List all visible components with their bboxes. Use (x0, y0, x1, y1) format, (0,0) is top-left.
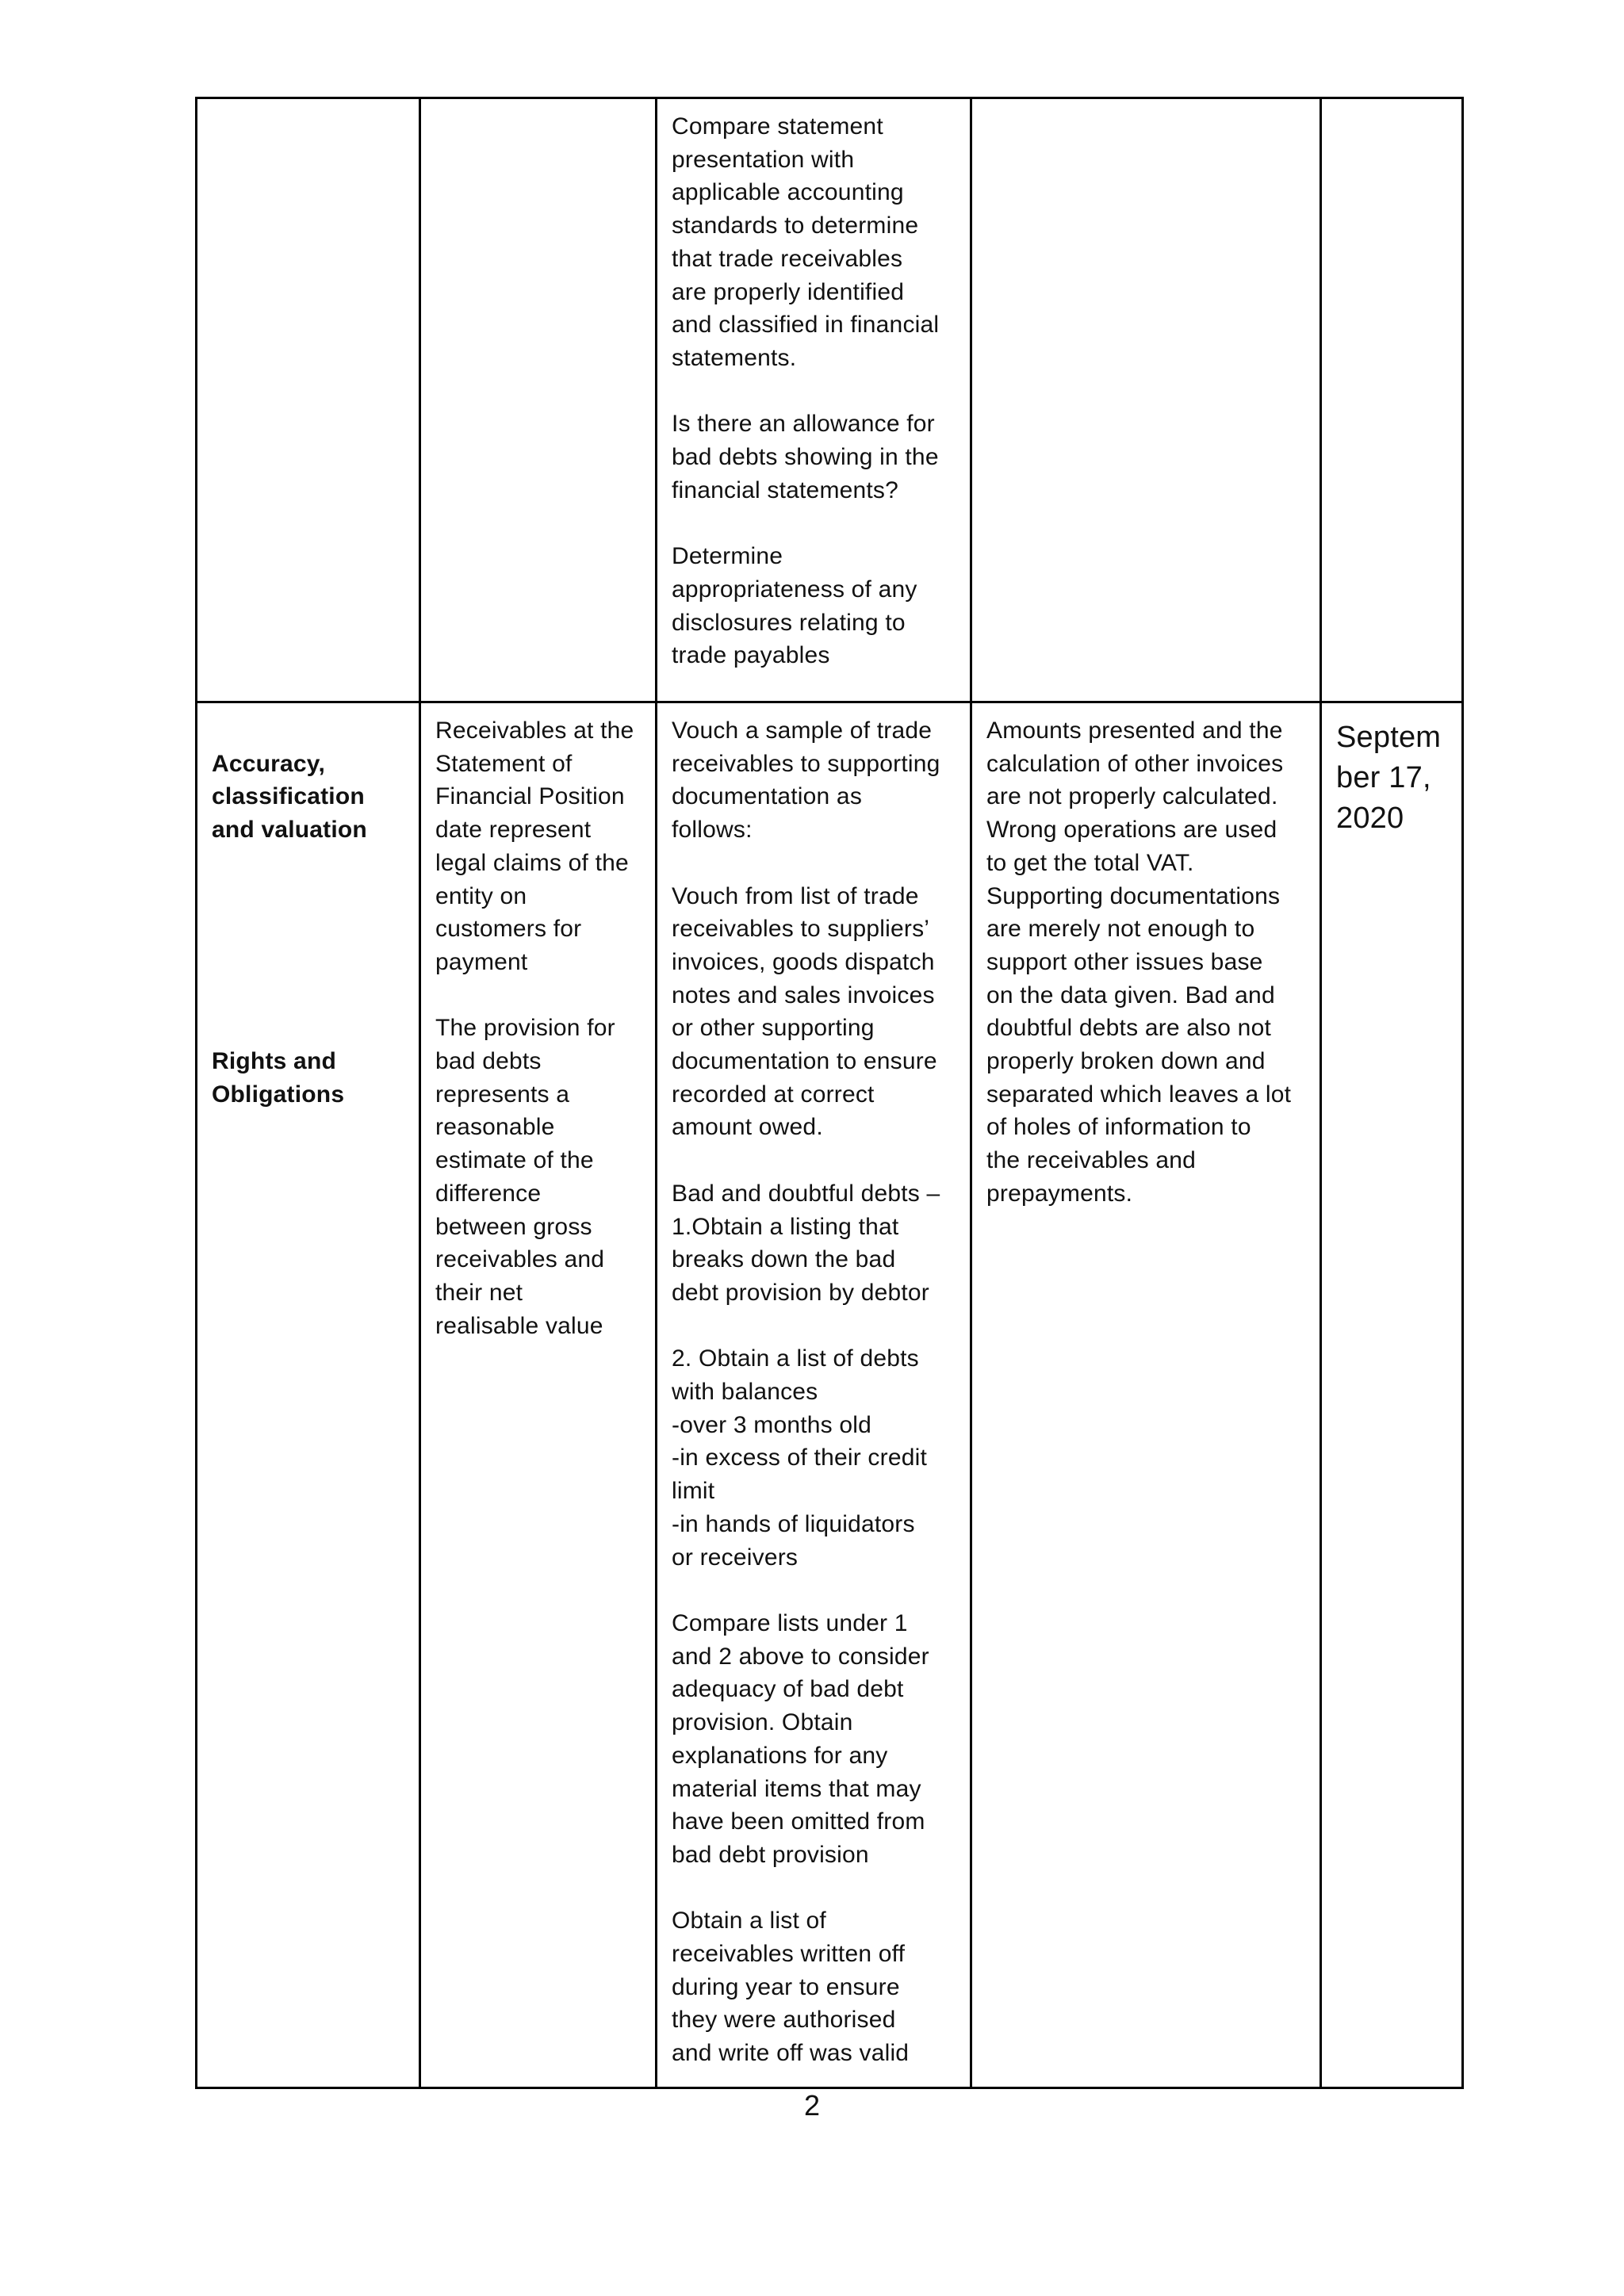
audit-procedures-table (195, 97, 1464, 2089)
findings-cell: Amounts presented and the calculation of other invoices are not properly calculated. Wrong operations are used to get the total VAT. Supporting documentations are merely not enough to support other issues base on the data given. Bad and doubtful debts are also not properly broken down and separated which leaves a lot of holes of information to the receivables and prepayments. (971, 702, 1321, 2088)
procedure-cell: Compare statement presentation with applicable accounting standards to determine that trade receivables are properly identified and classified in financial statements. Is there an allowance for bad debts showing in the financial statements? Determine appropriateness of any disclosures relating to trade payables (657, 98, 971, 702)
assertion-cell (197, 702, 420, 2088)
date-cell (1321, 98, 1463, 702)
page-number: 2 (803, 2089, 821, 2122)
findings-cell (971, 98, 1321, 702)
assertion-cell (197, 98, 420, 702)
objective-cell (420, 98, 657, 702)
spacer (212, 880, 404, 1012)
date-cell: Septem ber 17, 2020 (1321, 702, 1463, 2088)
table-row (197, 98, 1463, 702)
objective-cell: Receivables at the Statement of Financial Position date represent legal claims of the entity on customers for payment The provision for bad debts represents a reasonable estimate of the difference between gross receivables and their net realisable value (420, 702, 657, 2088)
assertion-rights-label: Rights and Obligations (212, 1048, 345, 1108)
assertion-accuracy-label: Accuracy, classification and valuation (212, 750, 367, 844)
procedure-cell: Vouch a sample of trade receivables to supporting documentation as follows: Vouch from list of trade receivables to suppliers’ invoices, goods dispatch notes and sales invoices or other supporting documentation to ensure recorded at correct amount owed. Bad and doubtful debts – 1.Obtain a listing that breaks down the bad debt provision by debtor 2. Obtain a list of debts with balances -over 3 months old -in excess of their credit limit -in hands of liquidators or receivers Compare lists under 1 and 2 above to consider adequacy of bad debt provision. Obtain explanations for any material items that may have been omitted from bad debt provision Obtain a list of receivables written off during year to ensure they were authorised and write off was valid (657, 702, 971, 2088)
table-row (197, 702, 1463, 2088)
